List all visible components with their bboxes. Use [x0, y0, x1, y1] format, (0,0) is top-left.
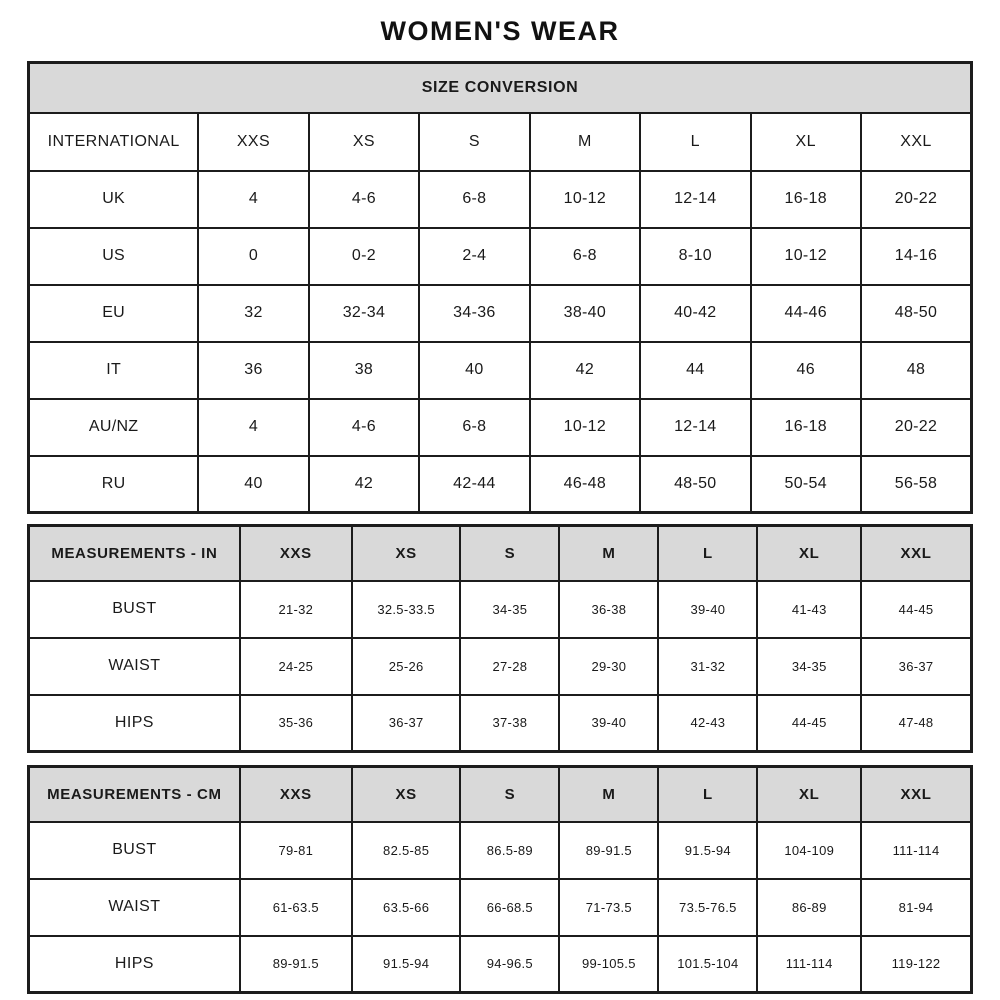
header-cell-xs: XS	[352, 526, 460, 581]
measure-cell: 21-32	[240, 581, 352, 638]
size-cell: 40	[419, 342, 529, 399]
measure-cell: 73.5-76.5	[658, 879, 757, 936]
row-label: BUST	[29, 822, 240, 879]
header-cell-m: M	[559, 767, 658, 822]
size-cell: 46-48	[530, 456, 640, 513]
row-label: WAIST	[29, 879, 240, 936]
size-cell: 4-6	[309, 399, 419, 456]
measure-cell: 82.5-85	[352, 822, 460, 879]
size-cell: 8-10	[640, 228, 750, 285]
measure-cell: 34-35	[460, 581, 559, 638]
size-cell: 42	[309, 456, 419, 513]
measure-cell: 47-48	[861, 695, 971, 752]
measure-cell: 99-105.5	[559, 936, 658, 993]
table-row-eu	[29, 285, 972, 342]
size-cell: 20-22	[861, 399, 972, 456]
measure-cell: 25-26	[352, 638, 460, 695]
size-cell: 38-40	[530, 285, 640, 342]
size-conversion-header-row	[29, 113, 972, 171]
measure-cell: 31-32	[658, 638, 757, 695]
size-cell: 32	[198, 285, 308, 342]
measure-cell: 29-30	[559, 638, 658, 695]
table-row-bust-in	[29, 581, 972, 638]
size-cell: 16-18	[751, 399, 861, 456]
measure-cell: 37-38	[460, 695, 559, 752]
measure-cell: 36-37	[352, 695, 460, 752]
measurements-in-header-row	[29, 526, 972, 581]
table-row-waist-cm	[29, 879, 972, 936]
size-cell: 46	[751, 342, 861, 399]
measure-cell: 89-91.5	[559, 822, 658, 879]
header-cell-xxs: XXS	[240, 767, 352, 822]
size-cell: 2-4	[419, 228, 529, 285]
size-cell: 10-12	[530, 399, 640, 456]
table-row-uk	[29, 171, 972, 228]
size-cell: 48-50	[640, 456, 750, 513]
measure-cell: 89-91.5	[240, 936, 352, 993]
table-row-us	[29, 228, 972, 285]
header-cell-s: S	[460, 767, 559, 822]
size-cell: 4	[198, 399, 308, 456]
size-cell: 14-16	[861, 228, 972, 285]
measure-cell: 91.5-94	[352, 936, 460, 993]
row-label: HIPS	[29, 695, 240, 752]
measure-cell: 44-45	[861, 581, 971, 638]
size-cell: 44	[640, 342, 750, 399]
measure-cell: 86-89	[757, 879, 861, 936]
size-cell: 6-8	[530, 228, 640, 285]
size-cell: 32-34	[309, 285, 419, 342]
size-conversion-title: SIZE CONVERSION	[29, 63, 972, 113]
table-row-it	[29, 342, 972, 399]
measure-cell: 35-36	[240, 695, 352, 752]
measure-cell: 42-43	[658, 695, 757, 752]
size-cell: 4	[198, 171, 308, 228]
size-cell: 16-18	[751, 171, 861, 228]
measure-cell: 111-114	[861, 822, 971, 879]
table-row-aunz	[29, 399, 972, 456]
size-cell: 0	[198, 228, 308, 285]
header-cell-xl: XL	[757, 767, 861, 822]
row-label: IT	[29, 342, 199, 399]
measure-cell: 24-25	[240, 638, 352, 695]
measure-cell: 61-63.5	[240, 879, 352, 936]
row-label: WAIST	[29, 638, 240, 695]
size-cell: 4-6	[309, 171, 419, 228]
table-row-hips-in	[29, 695, 972, 752]
measure-cell: 36-37	[861, 638, 971, 695]
size-cell: 42	[530, 342, 640, 399]
header-cell-m: M	[530, 113, 640, 171]
header-cell-l: L	[640, 113, 750, 171]
row-label: HIPS	[29, 936, 240, 993]
header-cell-xl: XL	[757, 526, 861, 581]
measure-cell: 81-94	[861, 879, 971, 936]
size-conversion-table	[27, 61, 973, 514]
header-cell-xs: XS	[309, 113, 419, 171]
header-cell-international: INTERNATIONAL	[29, 113, 199, 171]
size-cell: 42-44	[419, 456, 529, 513]
size-cell: 20-22	[861, 171, 972, 228]
measure-cell: 86.5-89	[460, 822, 559, 879]
measure-cell: 71-73.5	[559, 879, 658, 936]
size-cell: 0-2	[309, 228, 419, 285]
page-title: WOMEN'S WEAR	[380, 16, 620, 46]
header-cell-xxl: XXL	[861, 767, 971, 822]
measure-cell: 63.5-66	[352, 879, 460, 936]
measure-cell: 94-96.5	[460, 936, 559, 993]
measure-cell: 34-35	[757, 638, 861, 695]
header-cell-m: M	[559, 526, 658, 581]
size-cell: 12-14	[640, 399, 750, 456]
header-cell-xl: XL	[751, 113, 861, 171]
size-cell: 12-14	[640, 171, 750, 228]
measure-cell: 44-45	[757, 695, 861, 752]
measurements-cm-header-row	[29, 767, 972, 822]
size-cell: 56-58	[861, 456, 972, 513]
size-cell: 10-12	[530, 171, 640, 228]
size-cell: 44-46	[751, 285, 861, 342]
measure-cell: 91.5-94	[658, 822, 757, 879]
table-row-waist-in	[29, 638, 972, 695]
measure-cell: 119-122	[861, 936, 971, 993]
measure-cell: 36-38	[559, 581, 658, 638]
measure-cell: 111-114	[757, 936, 861, 993]
table-row-hips-cm	[29, 936, 972, 993]
size-cell: 48-50	[861, 285, 972, 342]
size-conversion-banner-row	[29, 63, 972, 113]
measurements-cm-table	[27, 765, 973, 994]
measure-cell: 32.5-33.5	[352, 581, 460, 638]
size-cell: 10-12	[751, 228, 861, 285]
size-cell: 6-8	[419, 399, 529, 456]
header-cell-s: S	[419, 113, 529, 171]
size-cell: 48	[861, 342, 972, 399]
table-row-bust-cm	[29, 822, 972, 879]
header-cell-xxl: XXL	[861, 526, 971, 581]
measure-cell: 41-43	[757, 581, 861, 638]
measure-cell: 104-109	[757, 822, 861, 879]
size-cell: 38	[309, 342, 419, 399]
measure-cell: 39-40	[658, 581, 757, 638]
row-label: US	[29, 228, 199, 285]
size-cell: 40	[198, 456, 308, 513]
header-cell-xs: XS	[352, 767, 460, 822]
header-cell-l: L	[658, 767, 757, 822]
row-label: RU	[29, 456, 199, 513]
size-cell: 6-8	[419, 171, 529, 228]
row-label: BUST	[29, 581, 240, 638]
row-label: AU/NZ	[29, 399, 199, 456]
measure-cell: 66-68.5	[460, 879, 559, 936]
measure-cell: 79-81	[240, 822, 352, 879]
header-cell-s: S	[460, 526, 559, 581]
measure-cell: 27-28	[460, 638, 559, 695]
row-label: UK	[29, 171, 199, 228]
header-cell-xxs: XXS	[240, 526, 352, 581]
measure-cell: 39-40	[559, 695, 658, 752]
size-cell: 40-42	[640, 285, 750, 342]
row-label: EU	[29, 285, 199, 342]
size-cell: 34-36	[419, 285, 529, 342]
measurements-in-table	[27, 524, 973, 753]
table-row-ru	[29, 456, 972, 513]
measure-cell: 101.5-104	[658, 936, 757, 993]
size-cell: 36	[198, 342, 308, 399]
header-cell-xxs: XXS	[198, 113, 308, 171]
header-cell-l: L	[658, 526, 757, 581]
size-cell: 50-54	[751, 456, 861, 513]
measurements-cm-title: MEASUREMENTS - CM	[29, 767, 240, 822]
header-cell-xxl: XXL	[861, 113, 972, 171]
measurements-in-title: MEASUREMENTS - IN	[29, 526, 240, 581]
